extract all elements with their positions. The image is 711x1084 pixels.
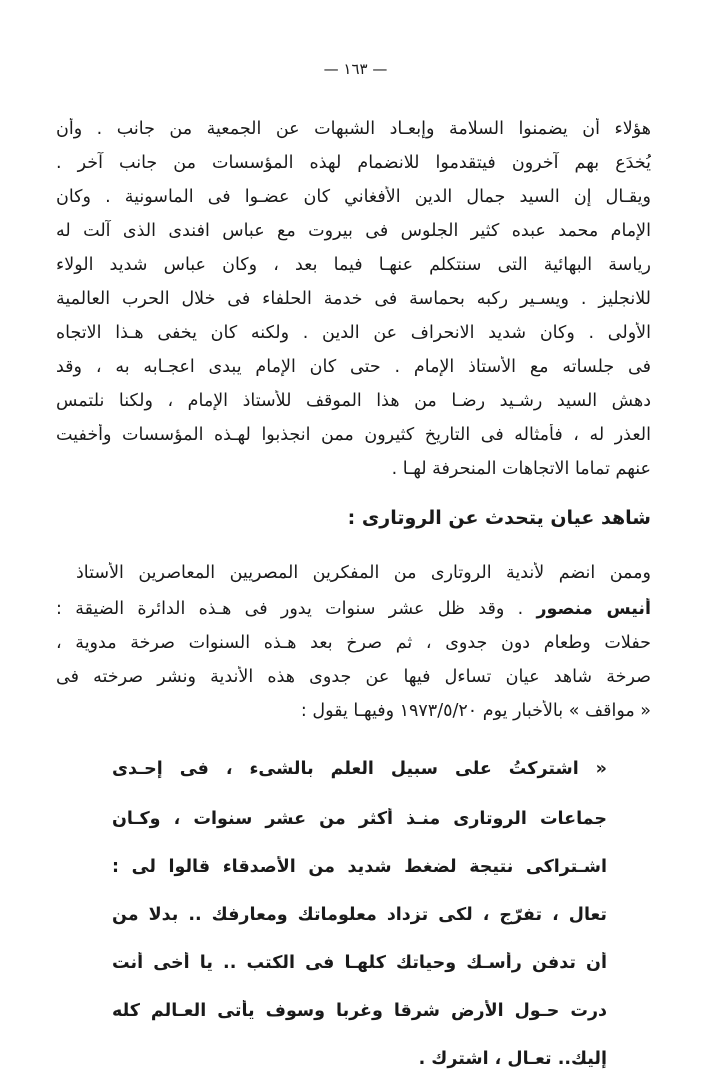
page-number: — ١٦٣ — [323, 60, 388, 78]
text-line: يُخدَع بهم آخرون فيتقدموا للانضمام لهذه المؤسسات من جانب آخر . [56, 153, 651, 173]
quote-line: اشـتراكى نتيجة لضغط شديد من الأصدقاء قالوا لى : [112, 857, 607, 877]
quote-line: جماعات الروتارى منـذ أكثر من عشر سنوات ، وكـان [112, 809, 607, 829]
text-line: « مواقف » بالأخبار يوم ١٩٧٣/٥/٢٠ وفيهـا يقول : [300, 701, 651, 721]
text-line: حفلات وطعام دون جدوى ، ثم صرخ بعد هـذه السنوات صرخة مدوية ، [56, 633, 651, 653]
quote-line: أن تدفن رأسـك وحياتك كلهـا فى الكتب .. يا أخى أنت [112, 953, 607, 973]
text-line: العذر له ، فأمثاله فى التاريخ كثيرون ممن انجذبوا لهـذه المؤسسات وأخفيت [56, 425, 651, 445]
section-heading: شاهد عيان يتحدث عن الروتارى : [347, 507, 651, 529]
text-line: عنهم تماما الاتجاهات المنحرفة لهـا . [391, 459, 651, 479]
text-line [56, 598, 651, 620]
quote-line: تعال ، تفرّج ، لكى تزداد معلوماتك ومعارفك .. بدلا من [112, 905, 607, 925]
quote-line: درت حـول الأرض شرقا وغربا وسوف يأتى العـالم كله [112, 1001, 607, 1021]
text-span: . وقد ظل عشر سنوات يدور فى هـذه الدائرة الضيقة : [56, 599, 537, 619]
text-line: الأولى . وكان شديد الانحراف عن الدين . ولكنه كان يخفى هـذا الاتجاه [56, 323, 651, 343]
quote-line: « اشتركتُ على سبيل العلم بالشىء ، فى إحـدى [112, 759, 607, 779]
text-line: دهش السيد رشـيد رضـا من هذا الموقف للأستاذ الإمام ، ولكنا نلتمس [56, 391, 651, 411]
text-line: للانجليز . ويسـير ركبه بحماسة فى خدمة الحلفاء فى خلال الحرب العالمية [56, 289, 651, 309]
author-name: أنيس منصور [536, 599, 651, 619]
text-line: ويقـال إن السيد جمال الدين الأفغاني كان عضـوا فى الماسونية . وكان [56, 187, 651, 207]
text-line: هؤلاء أن يضمنوا السلامة وإبعـاد الشبهات عن الجمعية من جانب . وأن [56, 119, 651, 139]
text-line: فى جلساته مع الأستاذ الإمام . حتى كان الإمام يبدى اعجـابه به ، وقد [56, 357, 651, 377]
text-line: رياسة البهائية التى سنتكلم عنهـا فيما بعد ، وكان عباس شديد الولاء [56, 255, 651, 275]
text-line: صرخة شاهد عيان تساءل فيها عن جدوى هذه الأندية ونشر صرخته فى [56, 667, 651, 687]
text-line: وممن انضم لأندية الروتارى من المفكرين المصريين المعاصرين الأستاذ [76, 563, 651, 583]
text-line: الإمام محمد عبده كثير الجلوس فى بيروت مع عباس افندى الذى آلت له [56, 221, 651, 241]
quote-line: إليك.. تعـال ، اشترك . [418, 1049, 607, 1069]
